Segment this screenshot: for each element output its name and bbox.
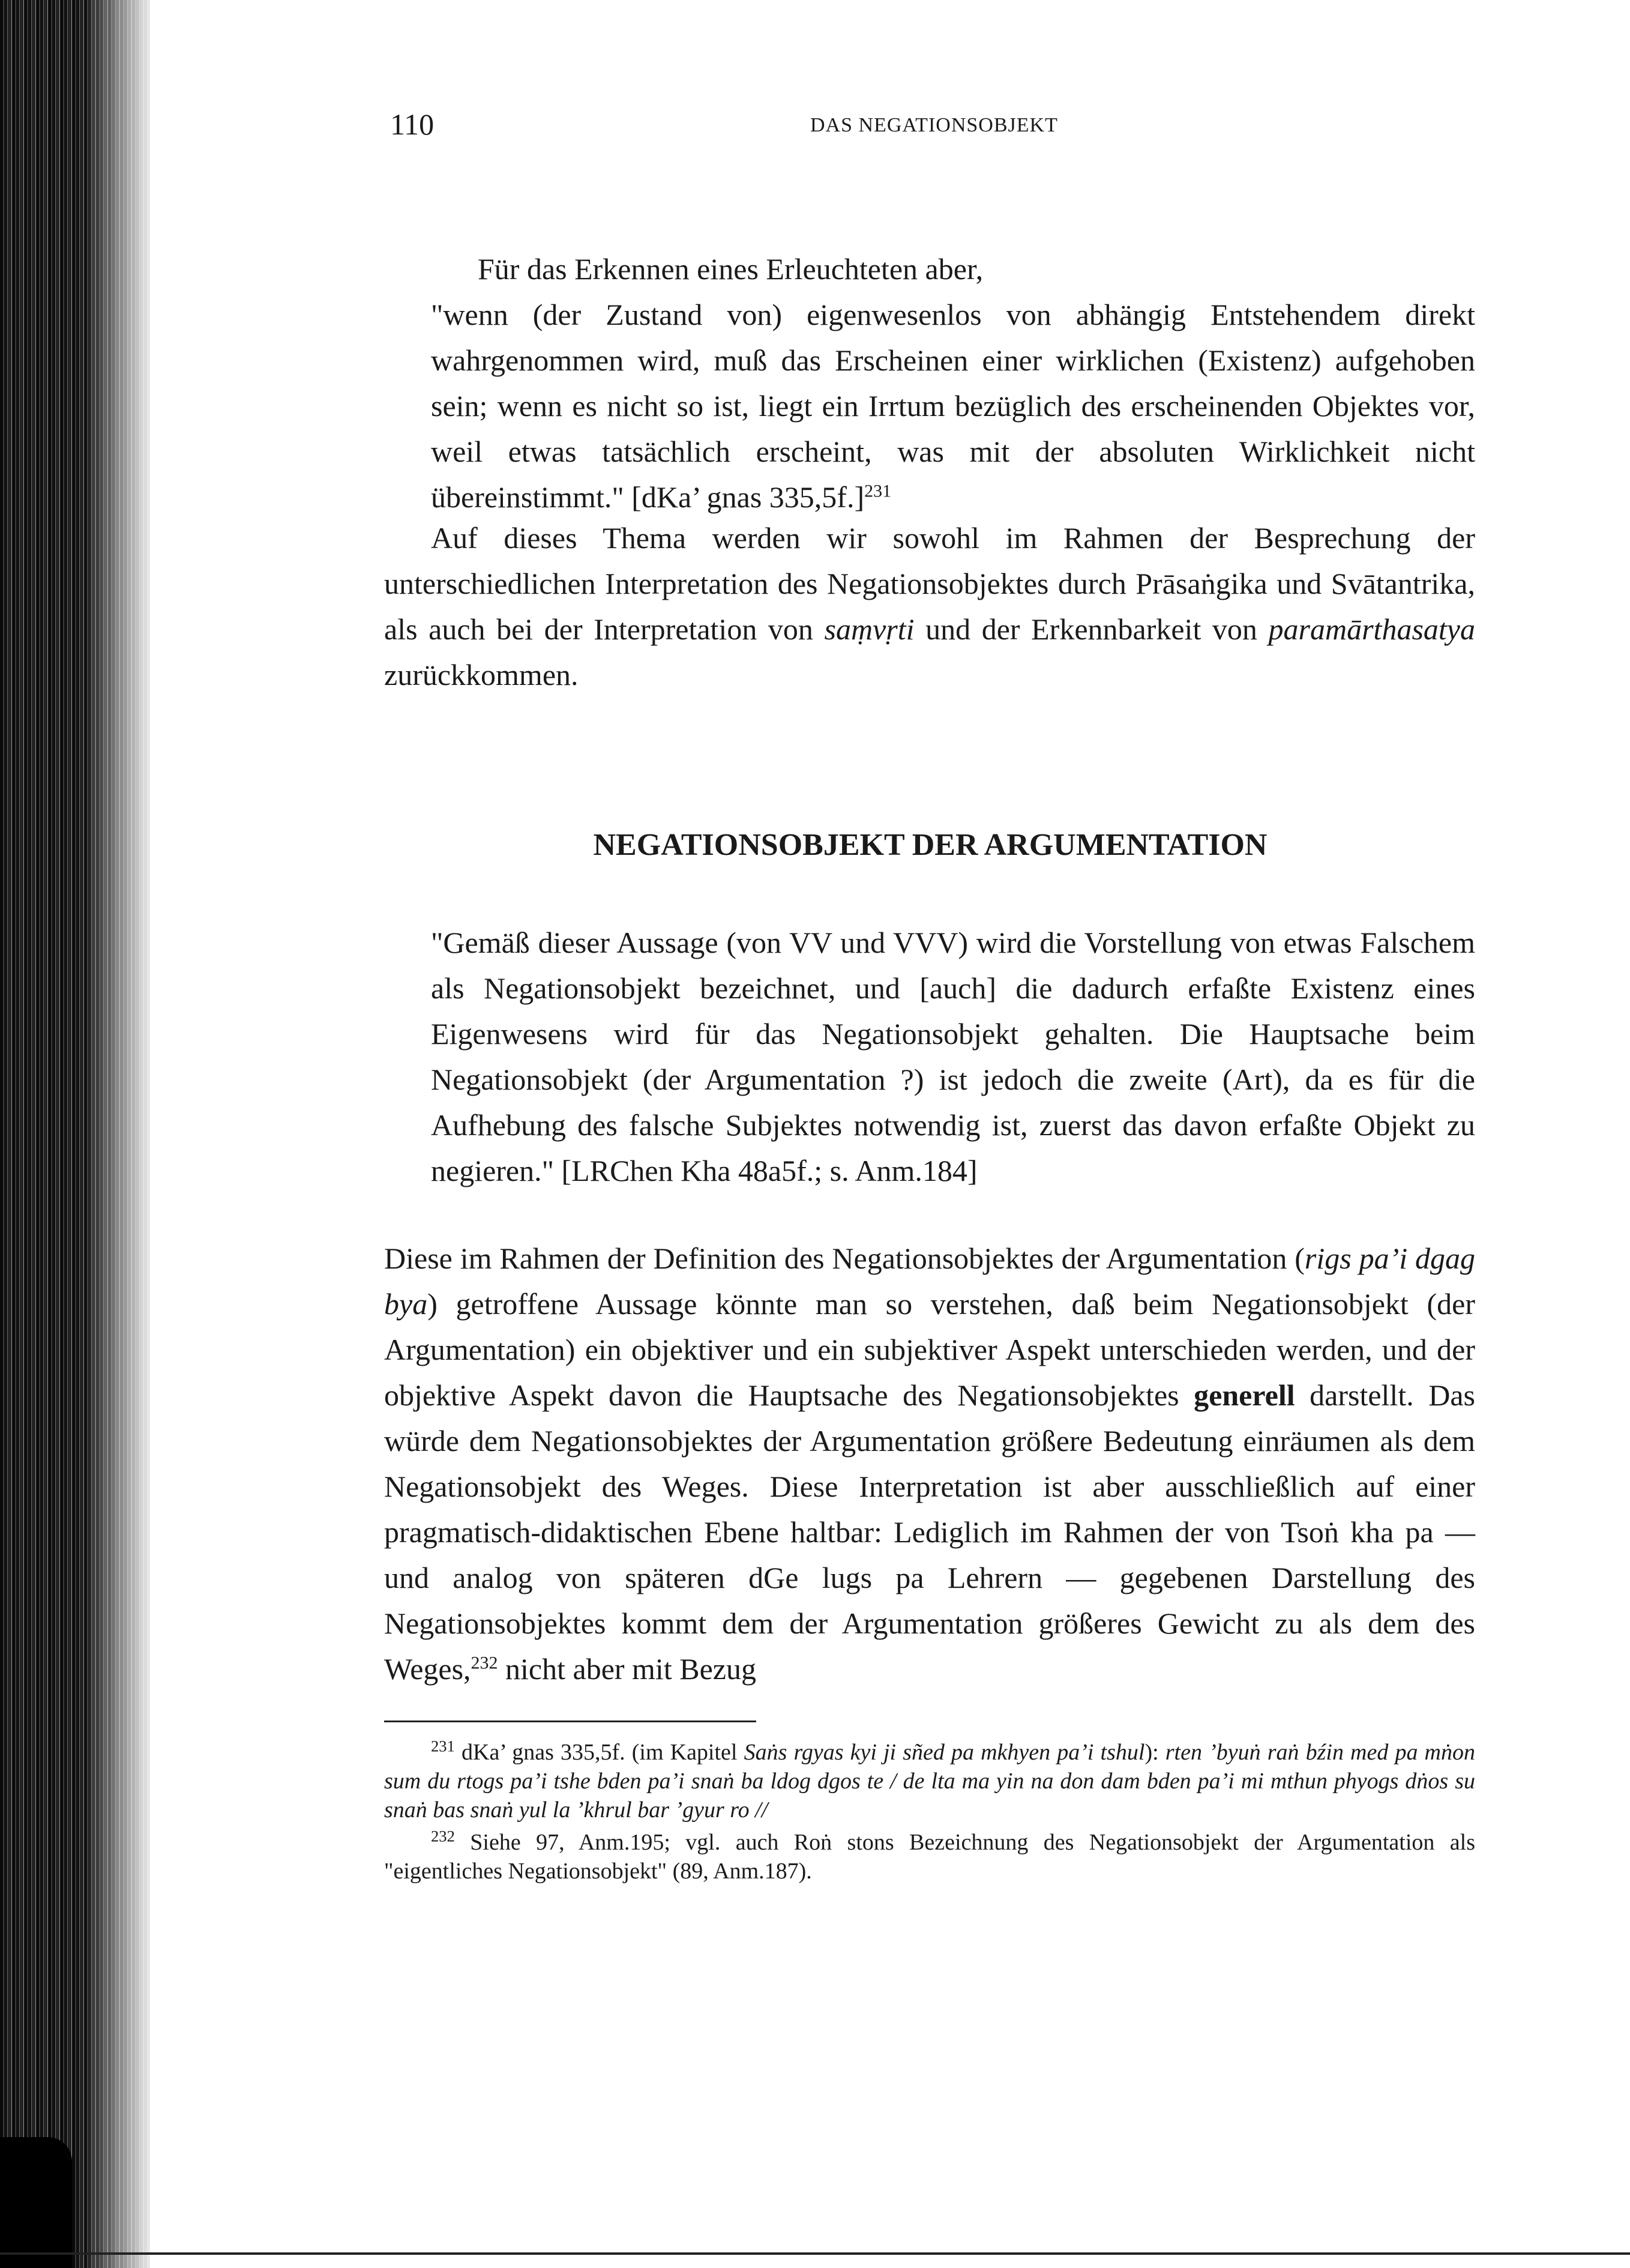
- paragraph-text: zurückkommen.: [384, 658, 579, 692]
- footnote-chapter-title: Saṅs rgyas kyi ji sñed pa mkhyen pa’i tshul: [744, 1740, 1145, 1765]
- binding-fade: [84, 0, 156, 2268]
- footnotes: [384, 1738, 1475, 1889]
- section-heading: NEGATIONSOBJEKT DER ARGUMENTATION: [593, 828, 1268, 862]
- footnote-text: Siehe 97, Anm.195; vgl. auch Roṅ stons Bezeichnung des Negationsobjekt der Argumentation als "eigentliches Negationsobjekt" (89, Anm.187).: [384, 1830, 1475, 1884]
- footnote-text: ):: [1144, 1740, 1165, 1765]
- footnote-number: 231: [431, 1737, 455, 1755]
- page-header: [390, 107, 1170, 149]
- paragraph-text: ) getroffene Aussage könnte man so verstehen, daß beim Negationsobjekt (der Argumentation) ein objektiver und ein subjektiver Aspekt unterschieden werden, und der objektive Aspekt davon die Hauptsache des Negationsobjektes: [384, 1287, 1475, 1412]
- block-quote-text: "Gemäß dieser Aussage (von VV und VVV) wird die Vorstellung von etwas Falschem als Negationsobjekt bezeichnet, und [auch] die dadurch erfaßte Existenz eines Eigenwesens wird für das Negationsobjekt gehalten. Die Hauptsache beim Negationsobjekt (der Argumentation ?) ist jedoch die zweite (Art), da es für die Aufhebung des falsche Subjektes notwendig ist, zuerst das davon erfaßte Objekt zu negieren." [LRChen Kha 48a5f.; s. Anm.184]: [431, 926, 1475, 1187]
- footnote-ref-232[interactable]: 232: [471, 1653, 498, 1673]
- term-rigs-pai-dgag-bya: rigs pa’i dgag bya: [384, 1241, 1475, 1321]
- footnote-232: [384, 1828, 1475, 1886]
- footnote-separator: [384, 1721, 756, 1722]
- paragraph-text: Auf dieses Thema werden wir sowohl im Rahmen der Besprechung der unterschiedlichen Interpretation des Negationsobjektes durch Prāsaṅgika und Svātantrika, als auch bei der Interpretation von: [384, 521, 1475, 646]
- bold-generell: generell: [1194, 1378, 1295, 1412]
- page-number: 110: [390, 107, 435, 141]
- paragraph-text: Diese im Rahmen der Definition des Negationsobjektes der Argumentation (: [384, 1241, 1305, 1275]
- footnote-ref-231[interactable]: 231: [864, 481, 892, 501]
- paragraph-topic-return: [384, 515, 1475, 698]
- block-quote: [431, 920, 1475, 1193]
- paragraph-text: darstellt. Das würde dem Negationsobjektes der Argumentation größere Bedeutung einräumen als dem Negationsobjekt des Weges. Diese Interpretation ist aber ausschließlich auf einer pragmatisch-didaktischen Ebene haltbar: Lediglich im Rahmen der von Tsoṅ kha pa — und analog von späteren dGe lugs pa Lehrern — gegebenen Darstellung des Negationsobjektes kommt dem der Argumentation größeres Gewicht zu als dem des Weges,: [384, 1378, 1475, 1686]
- quotation-text: "wenn (der Zustand von) eigenwesenlos von abhängig Entstehendem direkt wahrgenommen wird, muß das Erscheinen einer wirklichen (Existenz) aufgehoben sein; wenn es nicht so ist, liegt ein Irrtum bezüglich des erscheinenden Objektes vor, weil etwas tatsächlich erscheint, was mit der absoluten Wirklichkeit nicht übereinstimmt." [dKa’ gnas 335,5f.]: [431, 298, 1475, 514]
- term-paramarthasatya: paramārthasatya: [1268, 612, 1475, 646]
- term-samvrti: saṃvṛti: [824, 612, 915, 646]
- paragraph-interpretation: [384, 1235, 1475, 1692]
- quotation: [431, 292, 1475, 520]
- paragraph-lead-line: Für das Erkennen eines Erleuchteten aber,: [478, 252, 984, 286]
- running-head: DAS NEGATIONSOBJEKT: [810, 114, 1058, 136]
- paragraph-enlightened-cognition: [431, 246, 1475, 520]
- footnote-text: dKa’ gnas 335,5f. (im Kapitel: [462, 1740, 744, 1765]
- paragraph-text: nicht aber mit Bezug: [498, 1652, 756, 1686]
- scan-bottom-edge: [0, 2252, 1630, 2255]
- footnote-number: 232: [431, 1827, 455, 1845]
- footnote-tibetan-quote: rten ’byuṅ raṅ bźin med pa mṅon sum du rtogs pa’i tshe bden pa’i snaṅ ba ldog dgos te / de lta ma yin na don dam bden pa’i mi mthun phyogs dṅos su snaṅ bas snaṅ yul la ’khrul bar ’gyur ro //: [384, 1740, 1475, 1823]
- footnote-231: [384, 1738, 1475, 1824]
- paragraph-text: und der Erkennbarkeit von: [914, 612, 1269, 646]
- binding-corner: [0, 2137, 72, 2268]
